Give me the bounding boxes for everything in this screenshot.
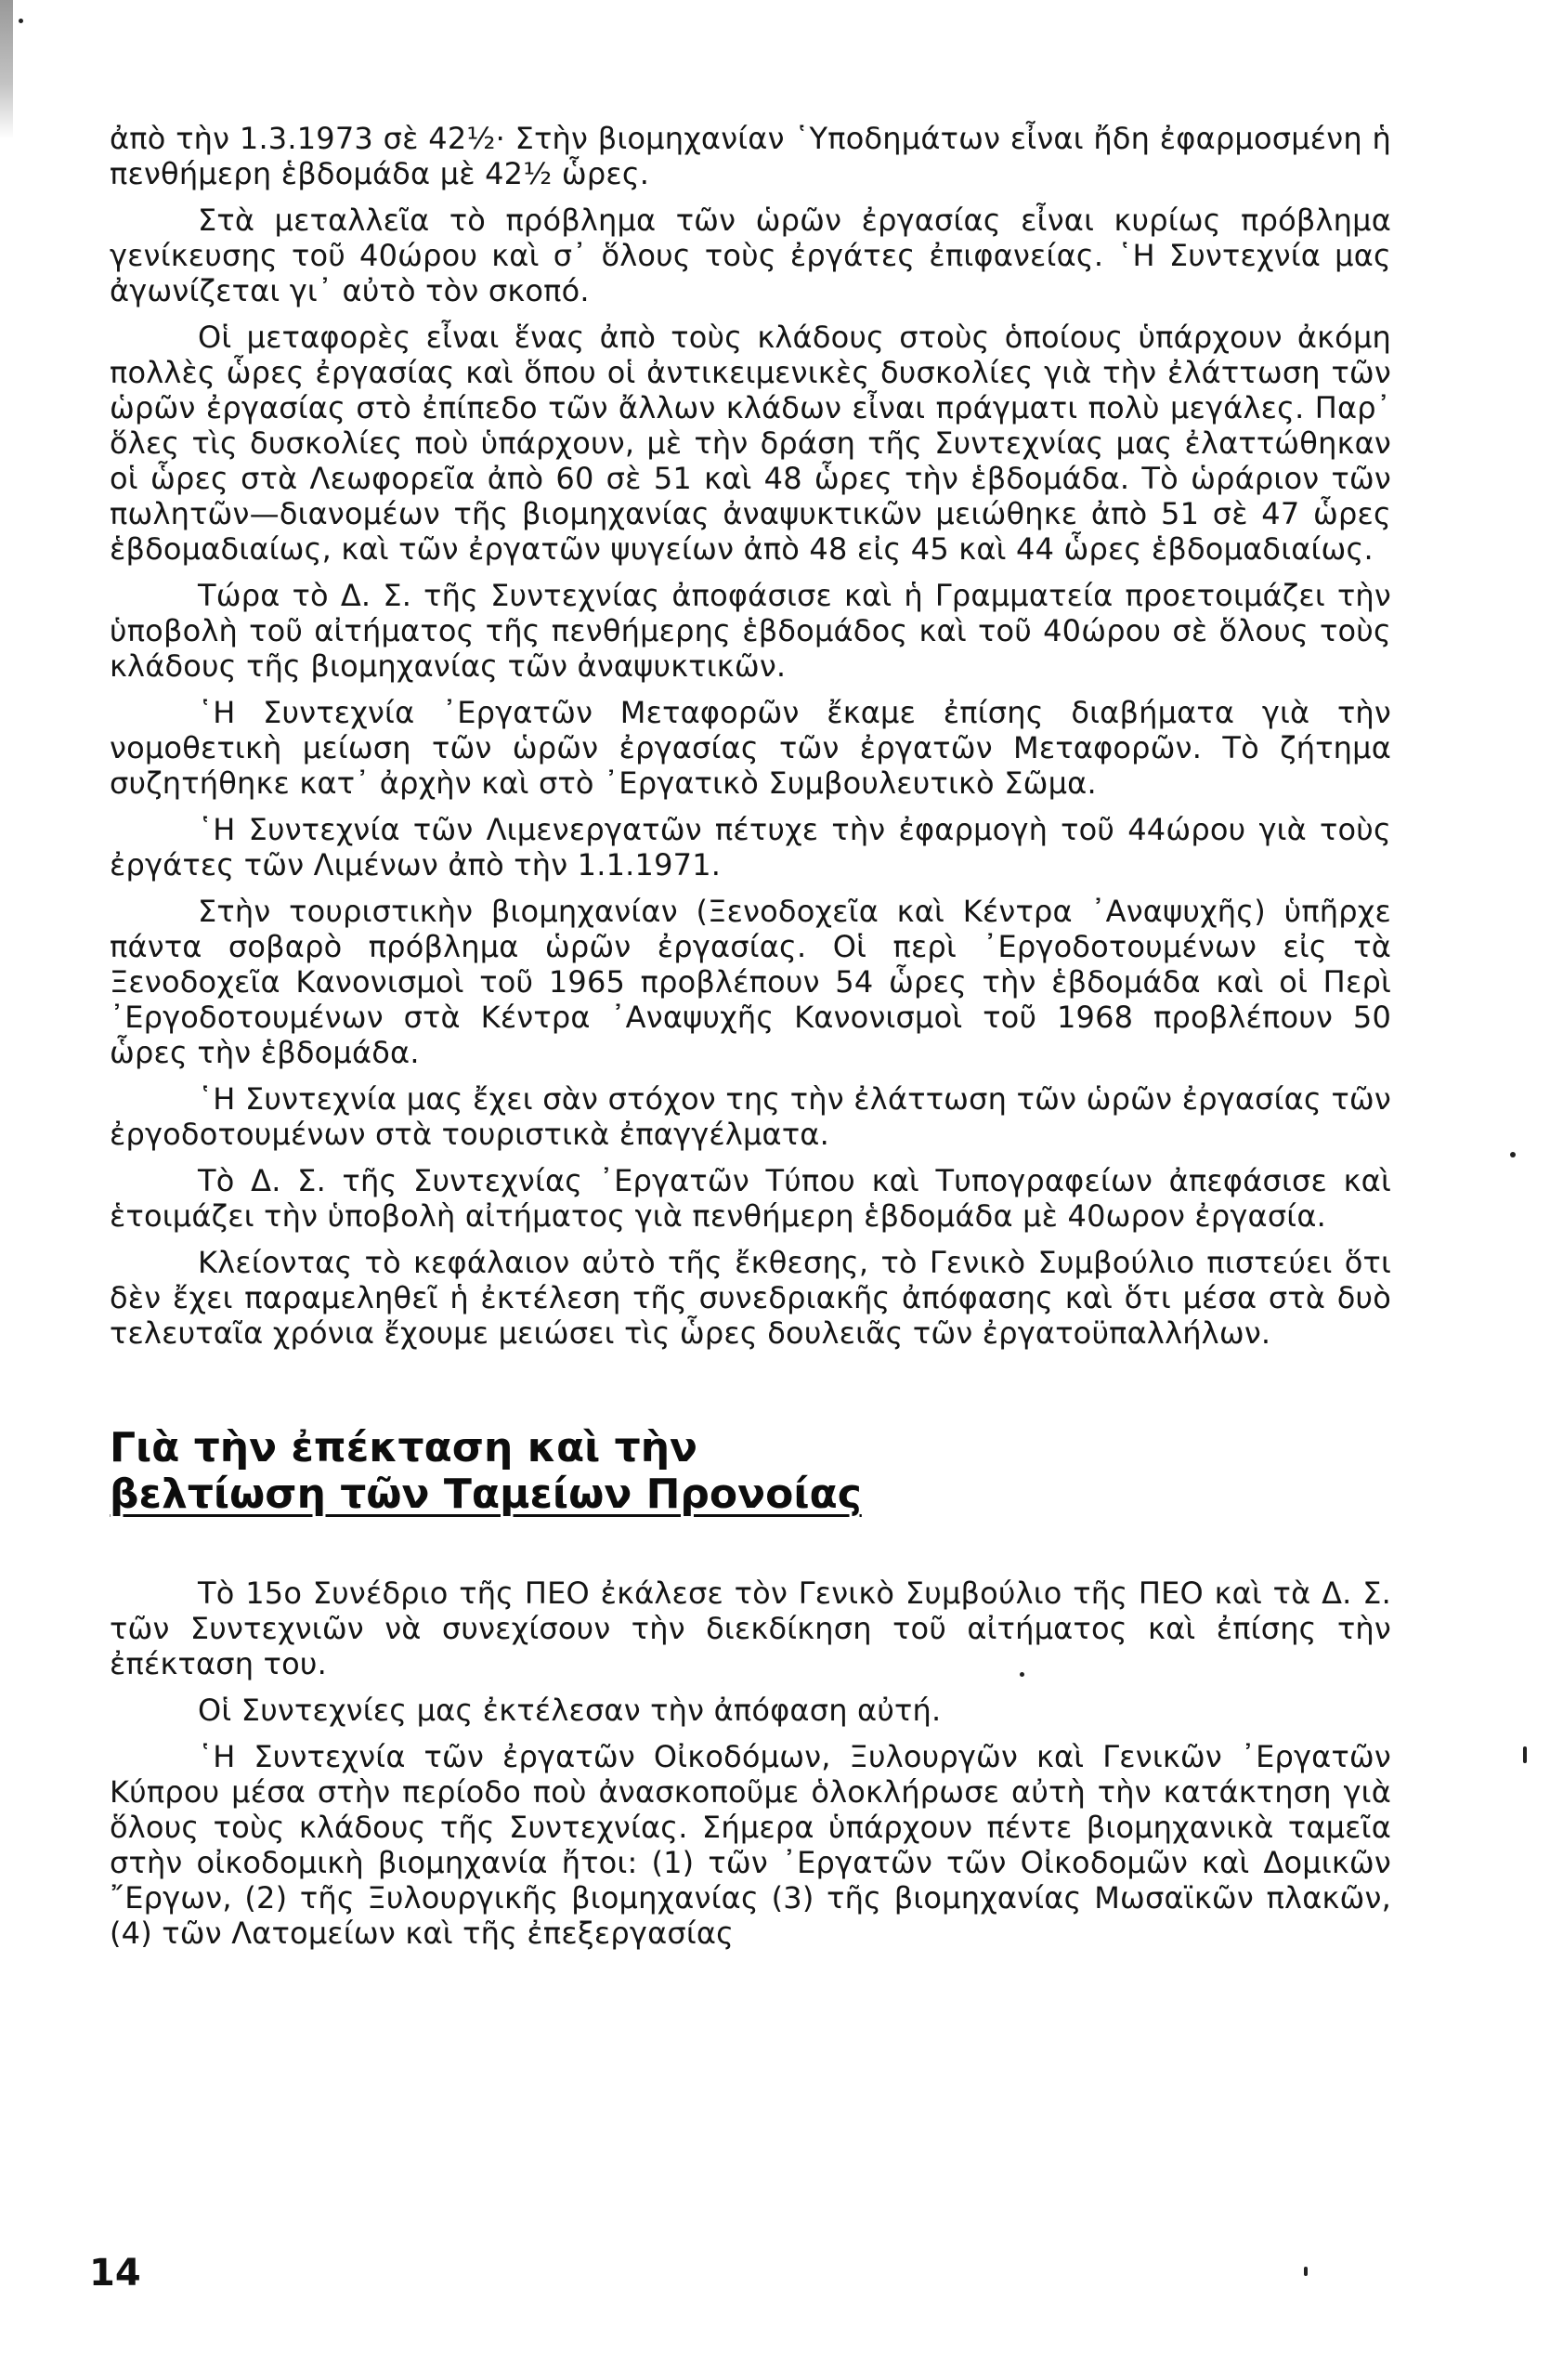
paragraph: ῾Η Συντεχνία ᾽Εργατῶν Μεταφορῶν ἔκαμε ἐπίσης διαβήματα γιὰ τὴν νομοθετικὴ μείωση τῶν ὡρῶν ἐργασίας τῶν ἐργατῶν Μεταφορῶν. Τὸ ζήτημα συζητήθηκε κατ᾽ ἀρχὴν καὶ στὸ ᾽Εργατικὸ Συμβουλευτικὸ Σῶμα. bbox=[110, 695, 1391, 801]
page-number: 14 bbox=[89, 2252, 141, 2295]
section-heading-line-2: βελτίωση τῶν Ταμείων Προνοίας bbox=[110, 1471, 862, 1518]
paragraph: Οἱ Συντεχνίες μας ἐκτέλεσαν τὴν ἀπόφαση αὐτή. bbox=[198, 1693, 942, 1728]
scan-speck bbox=[1304, 2267, 1308, 2276]
paragraph: ἀπὸ τὴν 1.3.1973 σὲ 42½· Στὴν βιομηχανίαν ῾Υποδημάτων εἶναι ἤδη ἐφαρμοσμένη ἡ πενθήμερη ἑβδομάδα μὲ 42½ ὧρες. bbox=[110, 121, 1391, 191]
scan-speck bbox=[1523, 1746, 1527, 1763]
paragraph: Τὸ 15ο Συνέδριο τῆς ΠΕΟ ἐκάλεσε τὸν Γενικὸ Συμβούλιο τῆς ΠΕΟ καὶ τὰ Δ. Σ. τῶν Συντεχνιῶν νὰ συνεχίσουν τὴν διεκδίκηση τοῦ αἰτήματος καὶ ἐπίσης τὴν ἐπέκταση του. bbox=[110, 1576, 1391, 1681]
scan-speck bbox=[1510, 1152, 1516, 1157]
scan-speck bbox=[19, 19, 23, 23]
paragraph: Τώρα τὸ Δ. Σ. τῆς Συντεχνίας ἀποφάσισε καὶ ἡ Γραμματεία προετοιμάζει τὴν ὑποβολὴ τοῦ αἰτήματος τῆς πενθήμερης ἑβδομάδος καὶ τοῦ 40ώρου σὲ ὅλους τοὺς κλάδους τῆς βιομηχανίας τῶν ἀναψυκτικῶν. bbox=[110, 578, 1391, 684]
paragraph: Στὴν τουριστικὴν βιομηχανίαν (Ξενοδοχεῖα καὶ Κέντρα ᾽Αναψυχῆς) ὑπῆρχε πάντα σοβαρὸ πρόβλημα ὡρῶν ἐργασίας. Οἱ περὶ ᾽Εργοδοτουμένων εἰς τὰ Ξενοδοχεῖα Κανονισμοὶ τοῦ 1965 προβλέπουν 54 ὧρες τὴν ἑβδομάδα καὶ οἱ Περὶ ᾽Εργοδοτουμένων στὰ Κέντρα ᾽Αναψυχῆς Κανονισμοὶ τοῦ 1968 προβλέπουν 50 ὧρες τὴν ἑβδομάδα. bbox=[110, 894, 1391, 1070]
paragraph: ῾Η Συντεχνία τῶν Λιμενεργατῶν πέτυχε τὴν ἐφαρμογὴ τοῦ 44ώρου γιὰ τοὺς ἐργάτες τῶν Λιμένων ἀπὸ τὴν 1.1.1971. bbox=[110, 812, 1391, 883]
scan-speck bbox=[1020, 1672, 1024, 1677]
paragraph: Κλείοντας τὸ κεφάλαιον αὐτὸ τῆς ἔκθεσης, τὸ Γενικὸ Συμβούλιο πιστεύει ὅτι δὲν ἔχει παραμεληθεῖ ἡ ἐκτέλεση τῆς συνεδριακῆς ἀπόφασης καὶ ὅτι μέσα στὰ δυὸ τελευταῖα χρόνια ἔχουμε μειώσει τὶς ὧρες δουλειᾶς τῶν ἐργατοϋπαλλήλων. bbox=[110, 1245, 1391, 1351]
paragraph: Οἱ μεταφορὲς εἶναι ἕνας ἀπὸ τοὺς κλάδους στοὺς ὁποίους ὑπάρχουν ἀκόμη πολλὲς ὧρες ἐργασίας καὶ ὅπου οἱ ἀντικειμενικὲς δυσκολίες γιὰ τὴν ἐλάττωση τῶν ὡρῶν ἐργασίας στὸ ἐπίπεδο τῶν ἄλλων κλάδων εἶναι πράγματι πολὺ μεγάλες. Παρ᾽ ὅλες τὶς δυσκολίες ποὺ ὑπάρχουν, μὲ τὴν δράση τῆς Συντεχνίας μας ἐλαττώθηκαν οἱ ὧρες στὰ Λεωφορεῖα ἀπὸ 60 σὲ 51 καὶ 48 ὧρες τὴν ἑβδομάδα. Τὸ ὡράριον τῶν πωλητῶν—διανομέων τῆς βιομηχανίας ἀναψυκτικῶν μειώθηκε ἀπὸ 51 σὲ 47 ὧρες ἑβδομαδιαίως, καὶ τῶν ἐργατῶν ψυγείων ἀπὸ 48 εἰς 45 καὶ 44 ὧρες ἑβδομαδιαίως. bbox=[110, 320, 1391, 567]
section-heading-line-1: Γιὰ τὴν ἐπέκταση καὶ τὴν bbox=[110, 1424, 698, 1471]
paragraph: ῾Η Συντεχνία μας ἔχει σὰν στόχον της τὴν ἐλάττωση τῶν ὡρῶν ἐργασίας τῶν ἐργοδοτουμένων στὰ τουριστικὰ ἐπαγγέλματα. bbox=[110, 1081, 1391, 1152]
scan-edge-shadow bbox=[0, 0, 13, 139]
paragraph: ῾Η Συντεχνία τῶν ἐργατῶν Οἰκοδόμων, Ξυλουργῶν καὶ Γενικῶν ᾽Εργατῶν Κύπρου μέσα στὴν περίοδο ποὺ ἀνασκοποῦμε ὁλοκλήρωσε αὐτὴ τὴν κατάκτηση γιὰ ὅλους τοὺς κλάδους τῆς Συντεχνίας. Σήμερα ὑπάρχουν πέντε βιομηχανικὰ ταμεῖα στὴν οἰκοδομικὴ βιομηχανία ἤτοι: (1) τῶν ᾽Εργατῶν τῶν Οἰκοδομῶν καὶ Δομικῶν ῎Εργων, (2) τῆς Ξυλουργικῆς βιομηχανίας (3) τῆς βιομηχανίας Μωσαϊκῶν πλακῶν, (4) τῶν Λατομείων καὶ τῆς ἐπεξεργασίας bbox=[110, 1739, 1391, 1951]
paragraph: Στὰ μεταλλεῖα τὸ πρόβλημα τῶν ὡρῶν ἐργασίας εἶναι κυρίως πρόβλημα γενίκευσης τοῦ 40ώρου καὶ σ᾽ ὅλους τοὺς ἐργάτες ἐπιφανείας. ῾Η Συντεχνία μας ἀγωνίζεται γι᾽ αὐτὸ τὸν σκοπό. bbox=[110, 203, 1391, 308]
paragraph: Τὸ Δ. Σ. τῆς Συντεχνίας ᾽Εργατῶν Τύπου καὶ Τυπογραφείων ἀπεφάσισε καὶ ἑτοιμάζει τὴν ὑποβολὴ αἰτήματος γιὰ πενθήμερη ἑβδομάδα μὲ 40ωρον ἐργασία. bbox=[110, 1163, 1391, 1234]
section-heading bbox=[110, 1425, 1391, 1518]
text-column bbox=[110, 121, 1391, 1962]
